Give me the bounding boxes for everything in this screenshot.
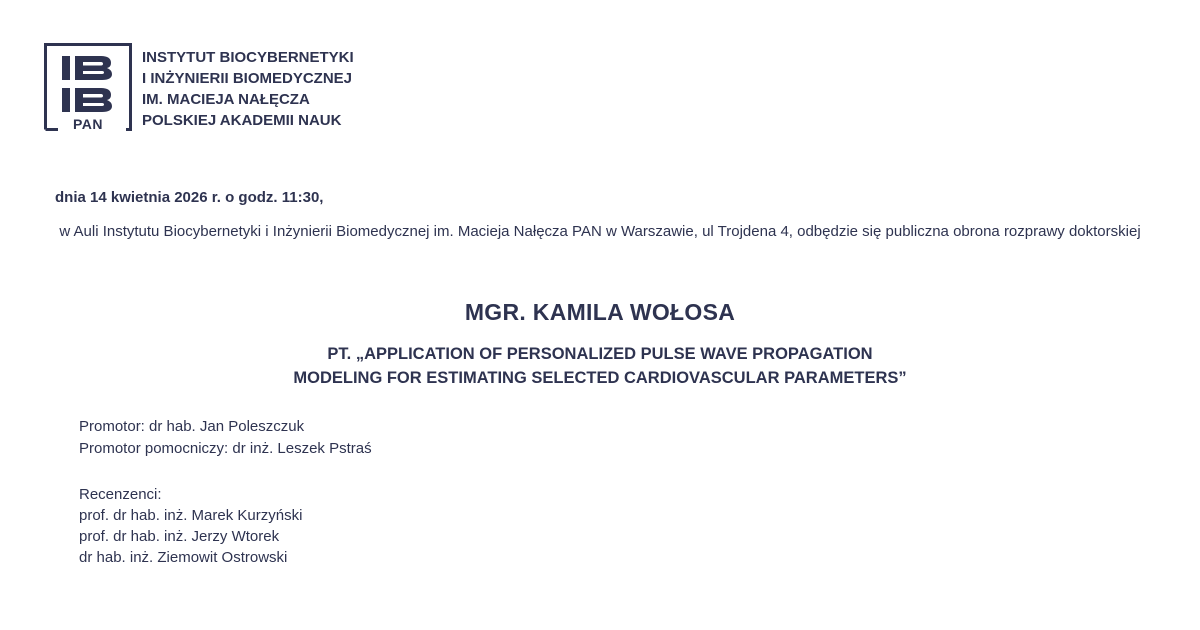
thesis-title-line-2: MODELING FOR ESTIMATING SELECTED CARDIOVASCULAR PARAMETERS”	[293, 369, 907, 387]
reviewer: prof. dr hab. inż. Marek Kurzyński	[79, 507, 303, 524]
institute-name-line-4: POLSKIEJ AKADEMII NAUK	[142, 112, 342, 129]
reviewer: prof. dr hab. inż. Jerzy Wtorek	[79, 528, 280, 545]
institute-name-line-2: I INŻYNIERII BIOMEDYCZNEJ	[142, 70, 353, 87]
defense-location: w Auli Instytutu Biocybernetyki i Inżynierii Biomedycznej im. Macieja Nałęcza PAN w Warszawie, ul Trojdena 4, odbędzie się publiczna obrona rozprawy doktorskiej	[59, 223, 1141, 240]
assistant-promoter: Promotor pomocniczy: dr inż. Leszek Pstraś	[79, 440, 372, 457]
defense-date: dnia 14 kwietnia 2026 r. o godz. 11:30,	[55, 189, 324, 206]
institute-name	[142, 47, 354, 131]
reviewers-list	[79, 484, 302, 568]
institute-logo	[44, 43, 132, 132]
promoter: Promotor: dr hab. Jan Poleszczuk	[79, 418, 305, 435]
logo-pan-text: PAN	[72, 116, 104, 132]
reviewer: dr hab. inż. Ziemowit Ostrowski	[79, 549, 288, 566]
institute-name-line-3: IM. MACIEJA NAŁĘCZA	[142, 91, 310, 108]
institute-name-line-1: INSTYTUT BIOCYBERNETYKI	[142, 49, 354, 66]
candidate-name: MGR. KAMILA WOŁOSA	[464, 299, 736, 325]
promoters-list	[79, 416, 372, 460]
reviewers-heading: Recenzenci:	[79, 486, 162, 503]
thesis-title-line-1: PT. „APPLICATION OF PERSONALIZED PULSE WAVE PROPAGATION	[327, 345, 873, 363]
thesis-title	[0, 342, 1200, 390]
